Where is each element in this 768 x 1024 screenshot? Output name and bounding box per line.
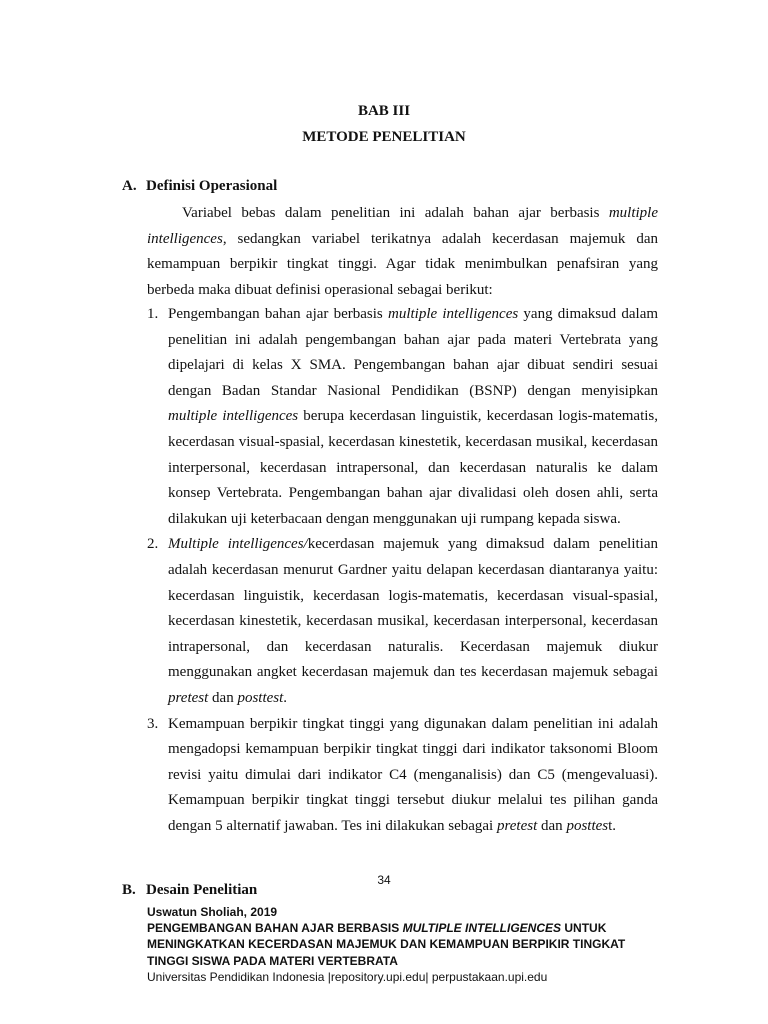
text-run: t.	[608, 817, 617, 834]
list-item-number: 1.	[147, 306, 159, 322]
text-run: , sedangkan variabel terikatnya adalah kecerdasan majemuk dan kemampuan berpikir tingkat tinggi. Agar tidak menimbulkan penafsiran yang berbeda maka dibuat definisi operasional sebagai berikut:	[147, 230, 658, 298]
section-a-title: Definisi Operasional	[146, 178, 278, 194]
list-item-text	[168, 536, 658, 706]
text-run: yang dimaksud dalam penelitian ini adalah pengembangan bahan ajar pada materi Vertebrata yang dipelajari di kelas X SMA. Pengembangan bahan ajar dibuat sendiri sesuai dengan Badan Standar Nasional Pendidikan (BSNP) dengan menyisipkan	[168, 306, 659, 399]
text-run: kecerdasan majemuk yang dimaksud dalam penelitian adalah kecerdasan menurut Gardner yaitu delapan kecerdasan diantaranya yaitu: kecerdasan linguistik, kecerdasan logis-matematis, kecerdasan visual-spasial, kecerdasan kinestetik, kecerdasan musikal, kecerdasan interpersonal, kecerdasan intrapersonal, dan kecerdasan naturalis. Kecerdasan majemuk diukur menggunakan angket kecerdasan majemuk dan tes kecerdasan majemuk sebagai	[168, 536, 658, 681]
italic-run: multiple intelligences	[168, 408, 299, 425]
text-run: Pengembangan bahan ajar berbasis	[168, 306, 388, 322]
chapter-title: METODE PENELITIAN	[302, 129, 466, 145]
footer-title-line-3: TINGGI SISWA PADA MATERI VERTEBRATA	[147, 953, 398, 968]
list-item	[147, 532, 658, 711]
text-run: dan	[208, 689, 238, 706]
footer-title-line-2: MENINGKATKAN KECERDASAN MAJEMUK DAN KEMAMPUAN BERPIKIR TINGKAT	[147, 937, 626, 952]
italic-run: pretest	[496, 817, 538, 834]
italic-run: multiple intelligences	[147, 205, 658, 247]
list-item-text	[168, 306, 658, 527]
intro-paragraph	[147, 201, 658, 303]
text-run: .	[283, 689, 288, 706]
italic-run: posttest	[237, 689, 284, 706]
definition-list	[147, 302, 658, 839]
footer-title-italic: MULTIPLE INTELLIGENCES	[402, 921, 562, 936]
list-item-text	[168, 716, 658, 834]
footer-title-line-1	[147, 920, 747, 936]
list-item-number: 3.	[147, 715, 159, 732]
footer-title-pre: PENGEMBANGAN BAHAN AJAR BERBASIS	[147, 921, 403, 936]
list-item-number: 2.	[147, 536, 159, 553]
section-b-heading	[122, 882, 257, 899]
section-a-heading	[122, 178, 277, 195]
section-b-letter: B.	[122, 882, 136, 898]
chapter-number: BAB III	[357, 103, 411, 119]
text-run: berupa kecerdasan linguistik, kecerdasan logis-matematis, kecerdasan visual-spasial, kecerdasan kinestetik, kecerdasan musikal, kecerdasan interpersonal, kecerdasan intrapersonal, dan kecerdasan naturalis ke dalam konsep Vertebrata. Pengembangan bahan ajar divalidasi oleh dosen ahli, serta dilakukan uji keterbacaan dengan menggunakan uji rumpang kepada siswa.	[168, 408, 659, 527]
text-run: Variabel bebas dalam penelitian ini adalah bahan ajar berbasis	[182, 205, 609, 221]
section-a-letter: A.	[122, 178, 137, 194]
intro-paragraph-block	[147, 201, 658, 303]
text-run: dan	[537, 817, 567, 834]
footer-institution: Universitas Pendidikan Indonesia |repository.upi.edu| perpustakaan.upi.edu	[147, 969, 548, 984]
italic-run: pretest	[168, 689, 209, 706]
text-run: Kemampuan berpikir tingkat tinggi yang digunakan dalam penelitian ini adalah mengadopsi kemampuan berpikir tingkat tinggi dari indikator taksonomi Bloom revisi yaitu dimulai dari indikator C4 (menganalisis) dan C5 (mengevaluasi). Kemampuan berpikir tingkat tinggi tersebut diukur melalui tes pilihan ganda dengan 5 alternatif jawaban. Tes ini dilakukan sebagai	[168, 715, 658, 834]
italic-run: posttes	[566, 817, 609, 834]
italic-run: Multiple intelligences/	[168, 536, 308, 553]
page-footer	[147, 904, 747, 985]
section-b-title: Desain Penelitian	[146, 882, 258, 898]
italic-run: multiple intelligences	[388, 306, 519, 322]
footer-author: Uswatun Sholiah, 2019	[147, 905, 278, 919]
list-item	[147, 302, 658, 532]
list-item	[147, 712, 658, 840]
page-number: 34	[377, 873, 391, 887]
footer-title-post: UNTUK	[561, 921, 607, 936]
